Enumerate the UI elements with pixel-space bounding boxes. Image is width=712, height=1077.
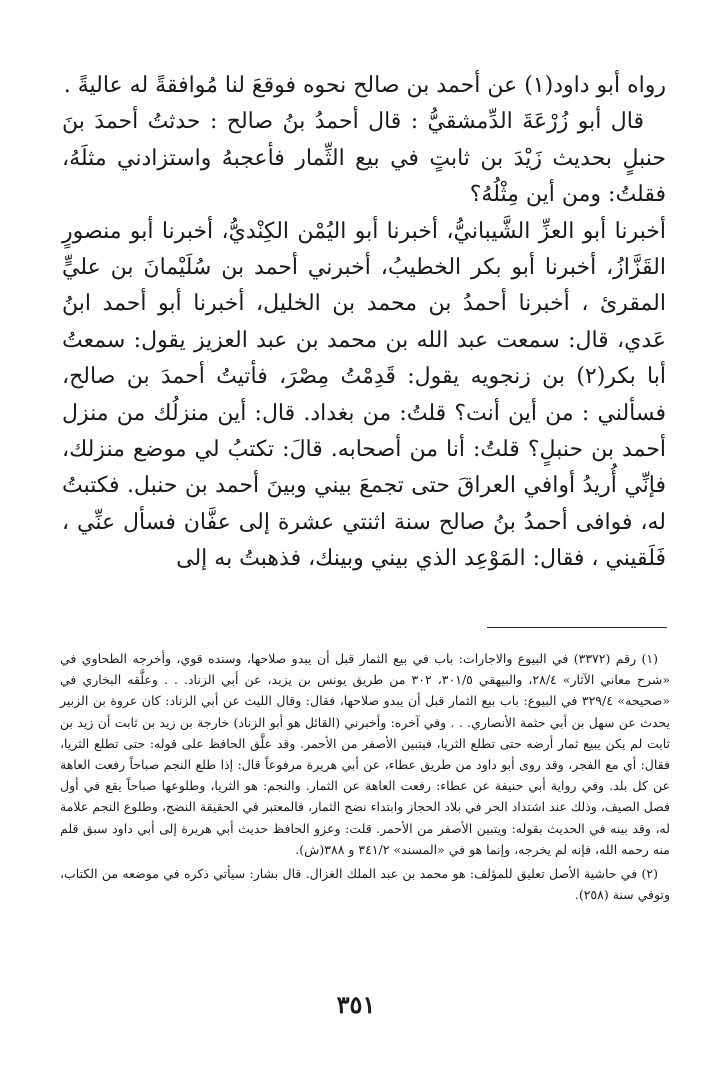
page-number: ٣٥١	[336, 990, 376, 1019]
footnotes-section	[60, 648, 670, 905]
main-text-body	[62, 68, 666, 578]
paragraph-isnad-ibn-zanjawayh: أخبرنا أبو العزِّ الشَّيبانيُّ، أخبرنا أبو اليُمْن الكِنْديُّ، أخبرنا أبو منصورٍ القَزَّازُ، أخبرنا أبو بكر الخطيبُ، أخبرني أحمد بن سُلَيْمانَ بن عليٍّ المقرئ ، أخبرنا أحمدُ بن محمد بن الخليل، أخبرنا أبو أحمد ابنُ عَدي، قال: سمعت عبد الله بن محمد بن عبد العزيز يقول: سمعتُ أبا بكر(٢) بن زنجويه يقول: قَدِمْتُ مِصْرَ، فأتيتُ أحمدَ بن صالح، فسألني : من أين أنت؟ قلتُ: من بغداد. قال: أين منزلُك من منزل أحمد بن حنبلٍ؟ قلتُ: أنا من أصحابه. قالَ: تكتبُ لي موضع منزلك، فإنِّي أُريدُ أوافي العراقَ حتى تجمعَ بيني وبينَ أحمد بن حنبل. فكتبتُ له، فوافى أحمدُ بنُ صالح سنة اثنتي عشرة إلى عفَّان فسأل عنِّي ، فَلَقيني ، فقال: المَوْعِد الذي بيني وبينك، فذهبتُ به إلى	[62, 218, 666, 572]
paragraph-abu-zura: قال أبو زُرْعَةَ الدِّمشقيُّ : قال أحمدُ بنُ صالح : حدثتُ أحمدَ بنَ حنبلٍ بحديث زَيْدَ بن ثابتٍ في بيع الثِّمار فأعجبهُ واستزادني مثلَهُ، فقلتُ: ومن أين مِثْلُهُ؟	[62, 109, 666, 208]
paragraph-abu-dawud: رواه أبو داود(١) عن أحمد بن صالح نحوه فوقعَ لنا مُوافقةً له عاليةً .	[63, 73, 666, 98]
footnote-1: (١) رقم (٣٣٧٢) في البيوع والاجارات: باب في بيع الثمار قبل أن يبدو صلاحها، وسنده قوي، وأخرجه الطحاوي في «شرح معاني الآثار» ٢٨/٤، والبيهقي ٣٠١/٥، ٣٠٢ من طريق يونس بن يزيد، عن أبي الزناد. . . وعلَّقه البخاري في «صحيحه» ٣٢٩/٤ في البيوع: باب بيع الثمار قبل أن يبدو صلاحها، فقال: وقال الليث عن أبي الزناد: كان عروة بن الزبير يحدث عن سهل بن أبي حثمة الأنصاري. . . وفي آخره: وأخبرني (القائل هو أبو الزناد) خارجة بن زيد بن ثابت أن زيد بن ثابت لم يكن يبيع ثمار أرضه حتى تطلع الثريا، فيتبين الأصفر من الأحمر. وقد علَّق الحافظ على قوله: حتى تطلع الثريا، فقال: أي مع الفجر، وقد روى أبو داود من طريق عطاء، عن أبي هريرة مرفوعاً قال: إذا طلع النجم صباحاً رفعت العاهة عن كل بلد. وفي رواية أبي حنيفة عن عطاء: رفعت العاهة عن الثمار. والنجم: هو الثريا، وطلوعها صباحاً يقع في أول فصل الصيف، وذلك عند اشتداد الحر في بلاد الحجاز وابتداء نضج الثمار، فالمعتبر في الحقيقة النضج، وطلوع النجم علامة له، وقد بينه في الحديث بقوله: ويتبين الأصفر من الأحمر. قلت: وعزو الحافظ حديث أبي هريرة إلى أبي داود سبق قلم منه رحمه الله، فإنه لم يخرجه، وإنما هو في «المسند» ٣٤١/٢ و ٣٨٨(ش).	[60, 651, 670, 857]
footnote-2: (٢) في حاشية الأصل تعليق للمؤلف: هو محمد بن عبد الملك الغزال. قال بشار: سيأتي ذكره في موضعه من الكتاب، وتوفي سنة (٢٥٨).	[60, 866, 670, 903]
footnote-separator	[487, 627, 667, 628]
